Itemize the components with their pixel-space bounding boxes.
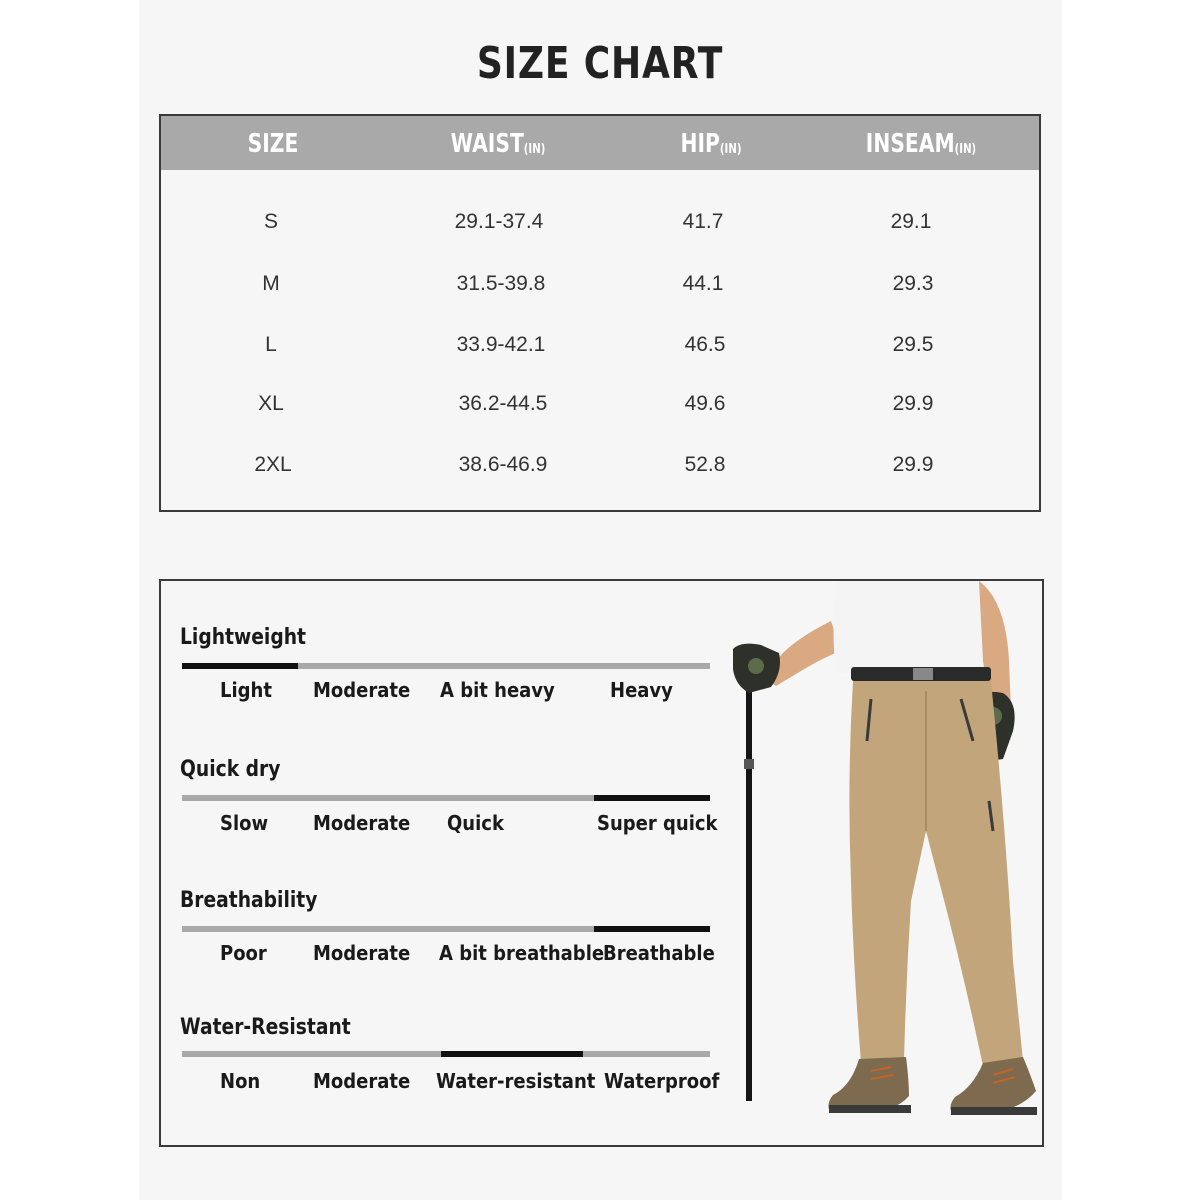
feature-title-lightweight: Lightweight xyxy=(180,625,306,650)
header-hip: $HIP_{(IN)}$ xyxy=(680,129,742,159)
table-cell: 31.5-39.8 xyxy=(456,272,546,295)
features-panel xyxy=(159,579,1044,1147)
table-cell: XL xyxy=(258,392,284,415)
boot-sole xyxy=(829,1105,911,1113)
table-cell: L xyxy=(265,333,277,356)
glove-camo xyxy=(748,658,764,674)
right-boot xyxy=(950,1057,1036,1115)
scale-label: Non xyxy=(220,1069,261,1093)
table-header xyxy=(161,116,1039,170)
feature-scale-lightweight xyxy=(182,663,710,669)
table-cell: 46.5 xyxy=(684,333,726,356)
table-cell: S xyxy=(263,210,278,233)
table-cell: 29.9 xyxy=(892,392,934,415)
belt-buckle xyxy=(913,668,933,680)
scale-label: A bit breathable xyxy=(439,941,605,965)
scale-label: Super quick xyxy=(597,811,718,835)
scale-highlight xyxy=(594,795,710,801)
table-cell: 41.7 xyxy=(682,210,724,233)
scale-label: Poor xyxy=(220,941,267,965)
scale-label: Water-resistant xyxy=(436,1069,596,1093)
table-cell: 36.2-44.5 xyxy=(458,392,548,415)
scale-highlight xyxy=(441,1051,584,1057)
size-table xyxy=(159,114,1041,512)
table-cell: M xyxy=(262,272,280,295)
shirt xyxy=(834,581,988,673)
scale-highlight xyxy=(594,926,710,932)
pole-clamp xyxy=(744,759,754,769)
scale-highlight xyxy=(182,663,298,669)
table-cell: 52.8 xyxy=(684,453,726,476)
header-inseam: $INSEAM_{(IN)}$ xyxy=(865,129,977,159)
scale-label: Heavy xyxy=(610,678,673,702)
table-cell: 29.3 xyxy=(892,272,934,295)
hiker-photo xyxy=(721,581,1041,1147)
table-cell: 29.5 xyxy=(892,333,934,356)
table-cell: 44.1 xyxy=(682,272,724,295)
left-boot xyxy=(828,1057,909,1113)
scale-label: Moderate xyxy=(313,811,411,835)
table-cell: 29.1-37.4 xyxy=(454,210,544,233)
table-cell: 33.9-42.1 xyxy=(456,333,546,356)
table-cell: 29.9 xyxy=(892,453,934,476)
table-cell: 2XL xyxy=(254,453,292,476)
header-waist: $WAIST_{(IN)}$ xyxy=(450,129,546,159)
trekking-pole xyxy=(746,661,752,1101)
feature-title-breathability: Breathability xyxy=(180,888,318,913)
scale-label: Moderate xyxy=(313,678,411,702)
scale-label: Breathable xyxy=(603,941,715,965)
scale-label: A bit heavy xyxy=(440,678,555,702)
table-cell: 49.6 xyxy=(684,392,726,415)
scale-label: Moderate xyxy=(313,1069,411,1093)
feature-scale-quick-dry xyxy=(182,795,710,801)
header-size: SIZE xyxy=(247,129,299,159)
scale-label: Quick xyxy=(447,811,504,835)
feature-scale-water-resistant xyxy=(182,1051,710,1057)
boot-sole xyxy=(951,1107,1037,1115)
scale-label: Light xyxy=(220,678,272,702)
scale-label: Moderate xyxy=(313,941,411,965)
page-title: SIZE CHART xyxy=(476,38,724,89)
feature-title-quick-dry: Quick dry xyxy=(180,757,281,782)
scale-label: Waterproof xyxy=(604,1069,720,1093)
feature-scale-breathability xyxy=(182,926,710,932)
table-cell: 29.1 xyxy=(890,210,932,233)
table-cell: 38.6-46.9 xyxy=(458,453,548,476)
scale-label: Slow xyxy=(220,811,269,835)
feature-title-water-resistant: Water-Resistant xyxy=(180,1015,351,1040)
